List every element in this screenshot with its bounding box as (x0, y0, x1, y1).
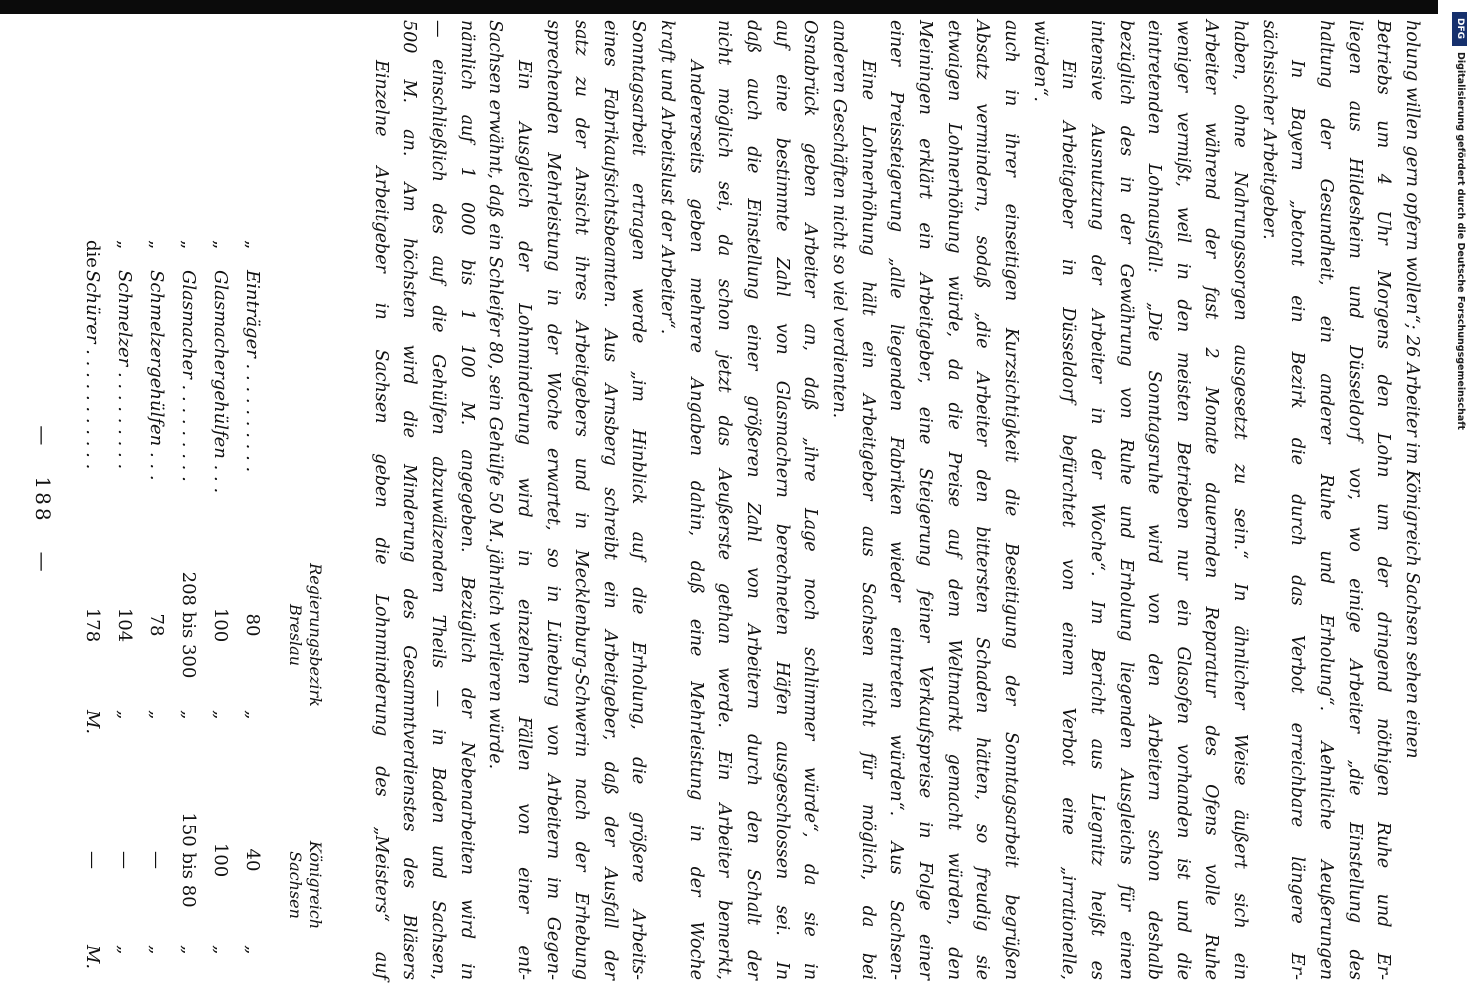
page-number (31, 0, 55, 1000)
table-row-mark: „ (114, 240, 135, 250)
text-line: kraft und Arbeitslust der Arbeiter“. (657, 20, 678, 335)
table-row-label: Schürer . . . . . . . . . . . (82, 270, 103, 470)
column-header-line: Königreich (306, 840, 325, 930)
text-line: satz zu der Ansicht ihres Arbeitgebers und in Mecklenburg-Schwerin nach der Erhebung (571, 20, 592, 980)
dfg-logo: DFG (1452, 12, 1467, 46)
dfg-strip (1449, 6, 1471, 1000)
breslau-value: 80 (242, 613, 263, 637)
text-line: daß auch die Einstellung einer größeren Zahl von Arbeitern durch den Schalt der (743, 20, 764, 980)
table-row (79, 240, 105, 1000)
text-line: Osnabrück geben Arbeiter an, daß „ihre Lage noch schlimmer würde“, da sie in (800, 20, 821, 980)
text-line: anderen Geschäften nicht so viel verdienten. (829, 20, 850, 419)
table-row-mark: „ (146, 240, 167, 250)
text-line: Betriebs um 4 Uhr Morgens den Lohn um der dringend nöthigen Ruhe und Er- (1373, 20, 1394, 980)
text-line: liegen aus Hildesheim und Düsseldorf vor, wo einige Arbeiter „die Einstellung des (1344, 20, 1365, 980)
text-line: In Bayern „betont ein Bezirk die durch das Verbot erreichbare längere Er- (1287, 60, 1308, 980)
breslau-unit: „ (146, 710, 167, 720)
sachsen-value: 150 bis 80 (178, 812, 199, 908)
wage-table (55, 240, 325, 1000)
breslau-unit: „ (114, 710, 135, 720)
table-row (239, 240, 265, 1000)
column-header-line: Regierungsbezirk (306, 563, 325, 707)
text-line: Meiningen erklärt ein Arbeitgeber, eine Steigerung feiner Verkaufspreise in Folge einer (914, 20, 935, 980)
page-number-value: 188 (31, 476, 55, 524)
sachsen-unit: „ (242, 945, 263, 955)
sachsen-value: — (146, 851, 167, 869)
dfg-credit: Digitalisierung gefördert durch die Deutsche Forschungsgemeinschaft (1455, 52, 1466, 430)
breslau-unit: „ (242, 710, 263, 720)
text-line: bezüglich des in der Gewährung von Ruhe und Erholung liegenden Ausgleichs für einen (1115, 20, 1136, 980)
text-line: sächsischer Arbeitgeber. (1258, 20, 1279, 240)
text-line: 500 M. an. Am höchsten wird die Minderung des Gesammtverdienstes des Bläsers (399, 20, 420, 980)
column-header-sachsen (285, 810, 325, 960)
table-row-label: Schmelzer . . . . . . . . . (114, 270, 135, 470)
text-line: eintretenden Lohnausfall: „Die Sonntagsruhe wird von den Arbeitern schon deshalb (1144, 20, 1165, 980)
text-line: Ein Ausgleich der Lohnminderung wird in einzelnen Fällen von einer ent- (513, 60, 534, 980)
table-row-mark: die (82, 240, 103, 268)
breslau-value: 178 (82, 607, 103, 643)
text-line: haltung der Gesundheit, ein anderer Ruhe und Erholung“. Aehnliche Aeußerungen (1316, 20, 1337, 980)
text-line: Sachsen erwähnt, daß ein Schleifer 80, sein Gehülfe 50 M. jährlich verlieren würde. (485, 20, 506, 770)
sachsen-value: — (114, 851, 135, 869)
breslau-value: 104 (114, 607, 135, 643)
page-number-dash: — (31, 425, 55, 449)
text-line: Absatz vermindern, sodaß „die Arbeiter den bittersten Schaden hätten, so freudig sie (972, 20, 993, 980)
sachsen-unit: „ (146, 945, 167, 955)
table-row-label: Einträger . . . . . . . . . . (242, 270, 263, 473)
sachsen-unit: M. (82, 945, 103, 970)
table-row (111, 240, 137, 1000)
rotated-page (25, 0, 1445, 1000)
table-row (143, 240, 169, 1000)
text-line: holung willen gern opfern wollen“; 26 Arbeiter im Königreich Sachsen sehen einen (1402, 20, 1422, 759)
table-row-label: Glasmachergehülfen . . . (210, 270, 231, 494)
table-row-label: Glasmacher . . . . . . . . . (178, 270, 199, 482)
breslau-unit: „ (178, 710, 199, 720)
text-line: auch in ihrer einseitigen Kurzsichtigkeit die Beseitigung der Sonntagsarbeit begrüßen (1000, 20, 1021, 980)
sachsen-unit: „ (178, 945, 199, 955)
table-row-label: Schmelzergehülfen . . . (146, 270, 167, 481)
column-header-line: Breslau (286, 603, 305, 667)
table-row (175, 240, 201, 1000)
text-line: Andererseits geben mehrere Angaben dahin, daß eine Mehrleistung in der Woche (685, 60, 706, 980)
table-row-mark: „ (210, 240, 231, 250)
breslau-value: 100 (210, 607, 231, 643)
table-row (207, 240, 233, 1000)
column-header-line: Sachsen (286, 851, 305, 919)
sachsen-unit: „ (210, 945, 231, 955)
table-row-mark: „ (242, 240, 263, 250)
column-header-breslau (285, 540, 325, 730)
table-row-mark: „ (178, 240, 199, 250)
text-line: auf eine bestimmte Zahl von Glasmachern berechneten Häfen ausgeschlossen sei. In (771, 20, 792, 980)
text-line: nicht möglich sei, da schon jetzt das Aeußerste gethan werde. Ein Arbeiter bemerkt, (714, 20, 735, 980)
text-line: — einschließlich des auf die Gehülfen abzuwälzenden Theils — in Baden und Sachsen, (427, 20, 448, 980)
sachsen-value: 100 (210, 842, 231, 878)
text-line: Einzelne Arbeitgeber in Sachsen geben die Lohnminderung des „Meisters“ auf (370, 60, 391, 980)
text-line: intensive Ausnutzung der Arbeiter in der Woche“. Im Bericht aus Liegnitz heißt es (1086, 20, 1107, 980)
breslau-unit: „ (210, 710, 231, 720)
sachsen-value: 40 (242, 848, 263, 872)
breslau-unit: M. (82, 710, 103, 735)
text-line: würden“. (1029, 20, 1050, 102)
text-line: Ein Arbeitgeber in Düsseldorf befürchtet von einem Verbot eine „irrationelle, (1058, 60, 1079, 980)
breslau-value: 208 bis 300 (178, 571, 199, 679)
sachsen-value: — (82, 851, 103, 869)
body-text (340, 20, 1425, 980)
text-line: einer Preissteigerung „alle liegenden Fabriken wieder eintreten würden“. Aus Sachsen- (886, 20, 907, 980)
text-line: weniger vermißt, weil in den meisten Betrieben nur ein Glasofen vorhanden ist und die (1172, 20, 1193, 980)
sachsen-unit: „ (114, 945, 135, 955)
text-line: Arbeiter während der fast 2 Monate dauernden Reparatur des Ofens volle Ruhe (1201, 20, 1222, 980)
text-line: Eine Lohnerhöhung hält ein Arbeitgeber aus Sachsen nicht für möglich, da bei (857, 60, 878, 980)
text-line: sprechenden Mehrleistung in der Woche erwartet, so in Lüneburg von Arbeitern im Gegen- (542, 20, 563, 980)
breslau-value: 78 (146, 613, 167, 637)
text-line: eines Fabrikaufsichtsbeamten. Aus Arnsberg schreibt ein Arbeitgeber, daß der Ausfall der (599, 20, 620, 980)
text-line: nämlich auf 1 000 bis 1 100 M. angegeben. Bezüglich der Nebenarbeiten wird in (456, 20, 477, 980)
text-line: haben, ohne Nahrungssorgen ausgesetzt zu sein.“ In ähnlicher Weise äußert sich ein (1230, 20, 1251, 980)
text-line: Sonntagsarbeit ertragen werde „im Hinblick auf die Erholung, die größere Arbeits- (628, 20, 649, 980)
page-number-dash: — (31, 551, 55, 575)
text-line: etwaigen Lohnerhöhung würde, da die Preise auf dem Weltmarkt gemacht würden, den (943, 20, 964, 980)
